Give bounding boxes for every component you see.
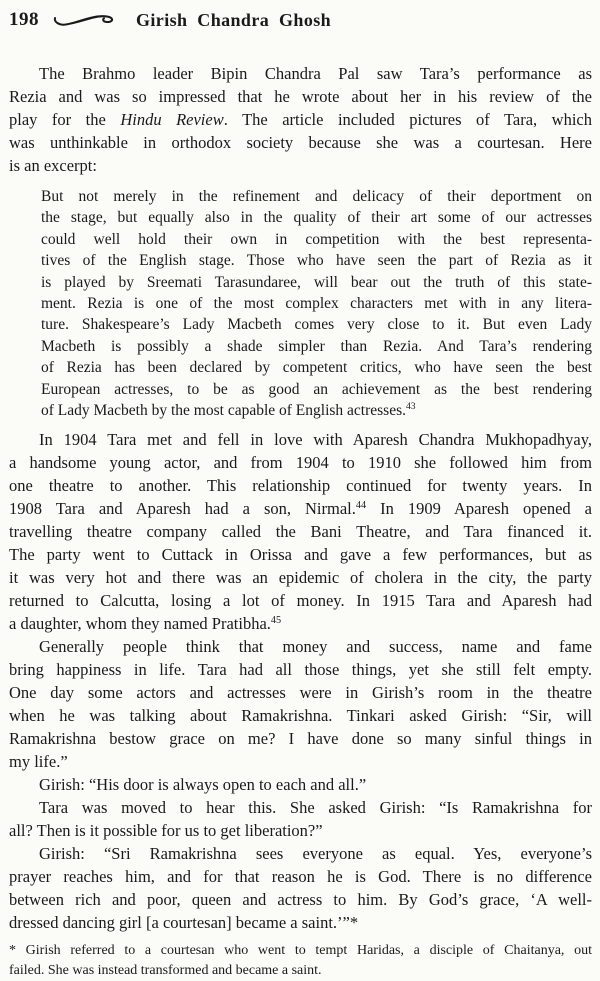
page-header bbox=[9, 8, 592, 32]
text-line: when he was talking about Ramakrishna. Tinkari asked Girish: “Sir, will bbox=[9, 706, 592, 726]
text-line: it was very hot and there was an epidemic of cholera in the city, the party bbox=[9, 568, 592, 588]
text-line: bring happiness in life. Tara had all those things, yet she still felt empty. bbox=[9, 660, 592, 680]
page-number: 198 bbox=[9, 9, 39, 30]
text-line: * Girish referred to a courtesan who went to tempt Haridas, a disciple of Chaitanya, out bbox=[9, 943, 592, 959]
text-run: play for the bbox=[9, 110, 121, 129]
text-line: Tara was moved to hear this. She asked Girish: “Is Ramakrishna for bbox=[39, 798, 592, 818]
text-line: failed. She was instead transformed and became a saint. bbox=[9, 963, 322, 979]
text-line: tives of the English stage. Those who have seen the part of Rezia as it bbox=[41, 252, 592, 270]
footnote-ref-44: 44 bbox=[355, 500, 367, 512]
text-line: The party went to Cuttack in Orissa and gave a few performances, but as bbox=[9, 545, 592, 565]
paragraph-aparesh bbox=[9, 428, 592, 635]
footnote-ref-45: 45 bbox=[270, 615, 282, 627]
text-line: ture. Shakespeare’s Lady Macbeth comes very close to it. But even Lady bbox=[41, 316, 592, 334]
text-line: Generally people think that money and success, name and fame bbox=[39, 637, 592, 657]
text-line: prayer reaches him, and for that reason he is God. There is no difference bbox=[9, 867, 592, 887]
text-run: In 1909 Aparesh opened a bbox=[366, 499, 592, 519]
text-line: Macbeth is possibly a shade simpler than Rezia. And Tara’s rendering bbox=[41, 337, 592, 355]
text-run: 1908 Tara and Aparesh had a son, Nirmal. bbox=[9, 499, 356, 519]
footnote-ref-43: 43 bbox=[406, 401, 416, 413]
text-line: all? Then is it possible for us to get liberation?” bbox=[9, 821, 323, 841]
text-line: of Rezia has been declared by competent critics, who have seen the best bbox=[41, 359, 592, 377]
text-line: Girish: “Sri Ramakrishna sees everyone as equal. Yes, everyone’s bbox=[39, 844, 592, 864]
swash-ornament-icon bbox=[52, 9, 116, 34]
text-line: The Brahmo leader Bipin Chandra Pal saw Tara’s performance as bbox=[39, 64, 592, 83]
text-line: One day some actors and actresses were in Girish’s room in the theatre bbox=[9, 683, 592, 703]
text-line bbox=[41, 400, 592, 421]
text-line: But not merely in the refinement and delicacy of their deportment on bbox=[41, 188, 592, 205]
text-run: of Lady Macbeth by the most capable of English actresses. bbox=[41, 402, 406, 420]
paragraph-girish-door bbox=[9, 773, 592, 796]
text-line: could well hold their own in competition with the best representa- bbox=[41, 230, 592, 248]
text-line: In 1904 Tara met and fell in love with Aparesh Chandra Mukhopadhyay, bbox=[39, 430, 592, 450]
text-line bbox=[9, 497, 592, 520]
text-run: a daughter, whom they named Pratibha. bbox=[9, 614, 271, 634]
text-line: ment. Rezia is one of the most complex characters met with in any litera- bbox=[41, 295, 592, 313]
text-line: is an excerpt: bbox=[9, 156, 97, 175]
text-line bbox=[9, 108, 592, 131]
text-line: dressed dancing girl [a courtesan] became a saint.’”* bbox=[9, 913, 359, 933]
italic-book-title: Hindu Review bbox=[120, 110, 224, 129]
paragraph-intro bbox=[9, 62, 592, 177]
footnote bbox=[9, 941, 592, 981]
text-line bbox=[9, 612, 592, 635]
running-title: Girish Chandra Ghosh bbox=[136, 9, 332, 30]
paragraph-tara-moved bbox=[9, 796, 592, 842]
text-line: was unthinkable in orthodox society because she was a courtesan. Here bbox=[9, 133, 592, 152]
paragraph-girish-equal bbox=[9, 842, 592, 934]
text-line: European actresses, to be as good an achievement as the best rendering bbox=[41, 380, 592, 398]
text-line: my life.” bbox=[9, 752, 68, 772]
text-line: Rezia and was so impressed that he wrote about her in his review of the bbox=[9, 87, 592, 106]
text-line: Ramakrishna bestow grace on me? I have done so many sinful things in bbox=[9, 729, 592, 749]
text-line: between rich and poor, queen and actress to him. By God’s grace, ‘A well- bbox=[9, 890, 592, 910]
text-line: Girish: “His door is always open to each and all.” bbox=[39, 775, 367, 795]
text-line: is played by Sreemati Tarasundaree, will bear out the truth of this state- bbox=[41, 273, 592, 291]
text-line: returned to Calcutta, losing a lot of money. In 1915 Tara and Aparesh had bbox=[9, 591, 592, 611]
text-line: travelling theatre company called the Bani Theatre, and Tara financed it. bbox=[9, 522, 592, 542]
text-run: . The article included pictures of Tara, which bbox=[223, 110, 592, 129]
text-line: one theatre to another. This relationship continued for twenty years. In bbox=[9, 476, 592, 496]
paragraph-happiness bbox=[9, 635, 592, 773]
text-line: the stage, but equally also in the quality of their art some of our actresses bbox=[41, 209, 592, 227]
blockquote-excerpt bbox=[41, 186, 592, 421]
text-line: a handsome young actor, and from 1904 to 1910 she followed him from bbox=[9, 453, 592, 473]
